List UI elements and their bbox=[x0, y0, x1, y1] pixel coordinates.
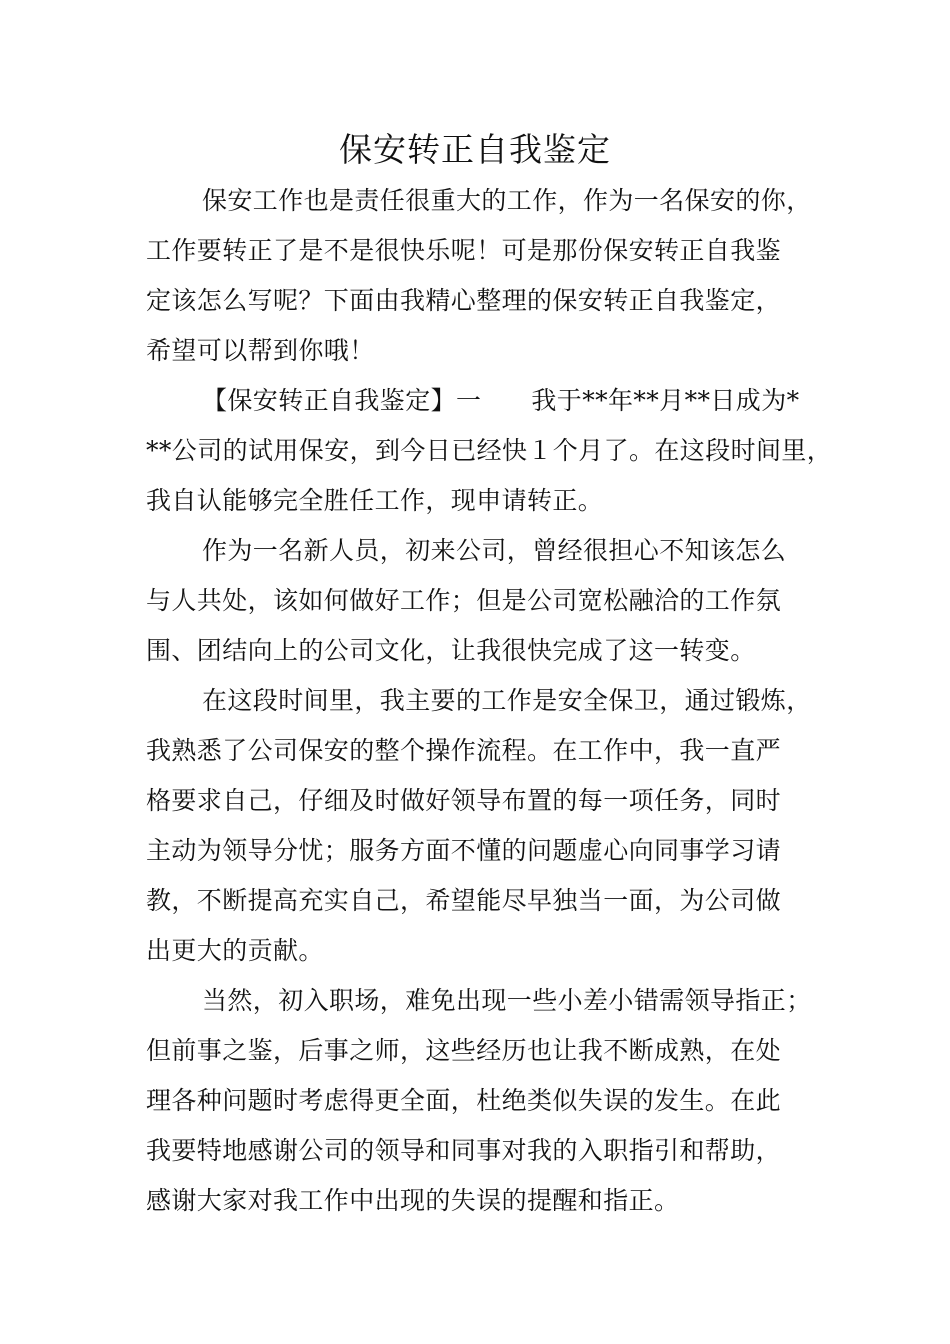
section-heading: 【保安转正自我鉴定】一 bbox=[202, 386, 482, 415]
paragraph-line: 定该怎么写呢？下面由我精心整理的保安转正自我鉴定， bbox=[146, 286, 782, 315]
paragraph-line: 希望可以帮到你哦！ bbox=[146, 336, 375, 365]
paragraph-line: 在这段时间里，我主要的工作是安全保卫，通过锻炼， bbox=[202, 686, 812, 715]
paragraph-line: 但前事之鉴，后事之师，这些经历也让我不断成熟，在处 bbox=[146, 1036, 782, 1065]
section-heading-line bbox=[146, 376, 836, 426]
paragraph-line: 出更大的贡献。 bbox=[146, 936, 324, 965]
paragraph-line: 我要特地感谢公司的领导和同事对我的入职指引和帮助， bbox=[146, 1136, 782, 1165]
document-body bbox=[146, 176, 836, 1226]
paragraph-line: 感谢大家对我工作中出现的失误的提醒和指正。 bbox=[146, 1186, 680, 1215]
paragraph-line: 与人共处，该如何做好工作；但是公司宽松融洽的工作氛 bbox=[146, 586, 782, 615]
paragraph-line: **公司的试用保安，到今日已经快１个月了。在这段时间里， bbox=[146, 436, 833, 465]
paragraph-text: 我于**年**月**日成为* bbox=[531, 386, 800, 415]
paragraph-line: 格要求自己，仔细及时做好领导布置的每一项任务，同时 bbox=[146, 786, 782, 815]
paragraph-line: 教，不断提高充实自己，希望能尽早独当一面，为公司做 bbox=[146, 886, 782, 915]
paragraph-line: 围、团结向上的公司文化，让我很快完成了这一转变。 bbox=[146, 636, 756, 665]
paragraph-line: 我熟悉了公司保安的整个操作流程。在工作中，我一直严 bbox=[146, 736, 782, 765]
paragraph-line: 我自认能够完全胜任工作，现申请转正。 bbox=[146, 486, 604, 515]
document-title: 保安转正自我鉴定 bbox=[339, 130, 611, 169]
paragraph-line: 工作要转正了是不是很快乐呢！可是那份保安转正自我鉴 bbox=[146, 236, 782, 265]
paragraph-line: 理各种问题时考虑得更全面，杜绝类似失误的发生。在此 bbox=[146, 1086, 782, 1115]
paragraph-line: 作为一名新人员，初来公司，曾经很担心不知该怎么 bbox=[202, 536, 787, 565]
paragraph-line: 当然，初入职场，难免出现一些小差小错需领导指正； bbox=[202, 986, 812, 1015]
paragraph-line: 主动为领导分忧；服务方面不懂的问题虚心向同事学习请 bbox=[146, 836, 782, 865]
paragraph-line: 保安工作也是责任很重大的工作，作为一名保安的你， bbox=[202, 186, 812, 215]
